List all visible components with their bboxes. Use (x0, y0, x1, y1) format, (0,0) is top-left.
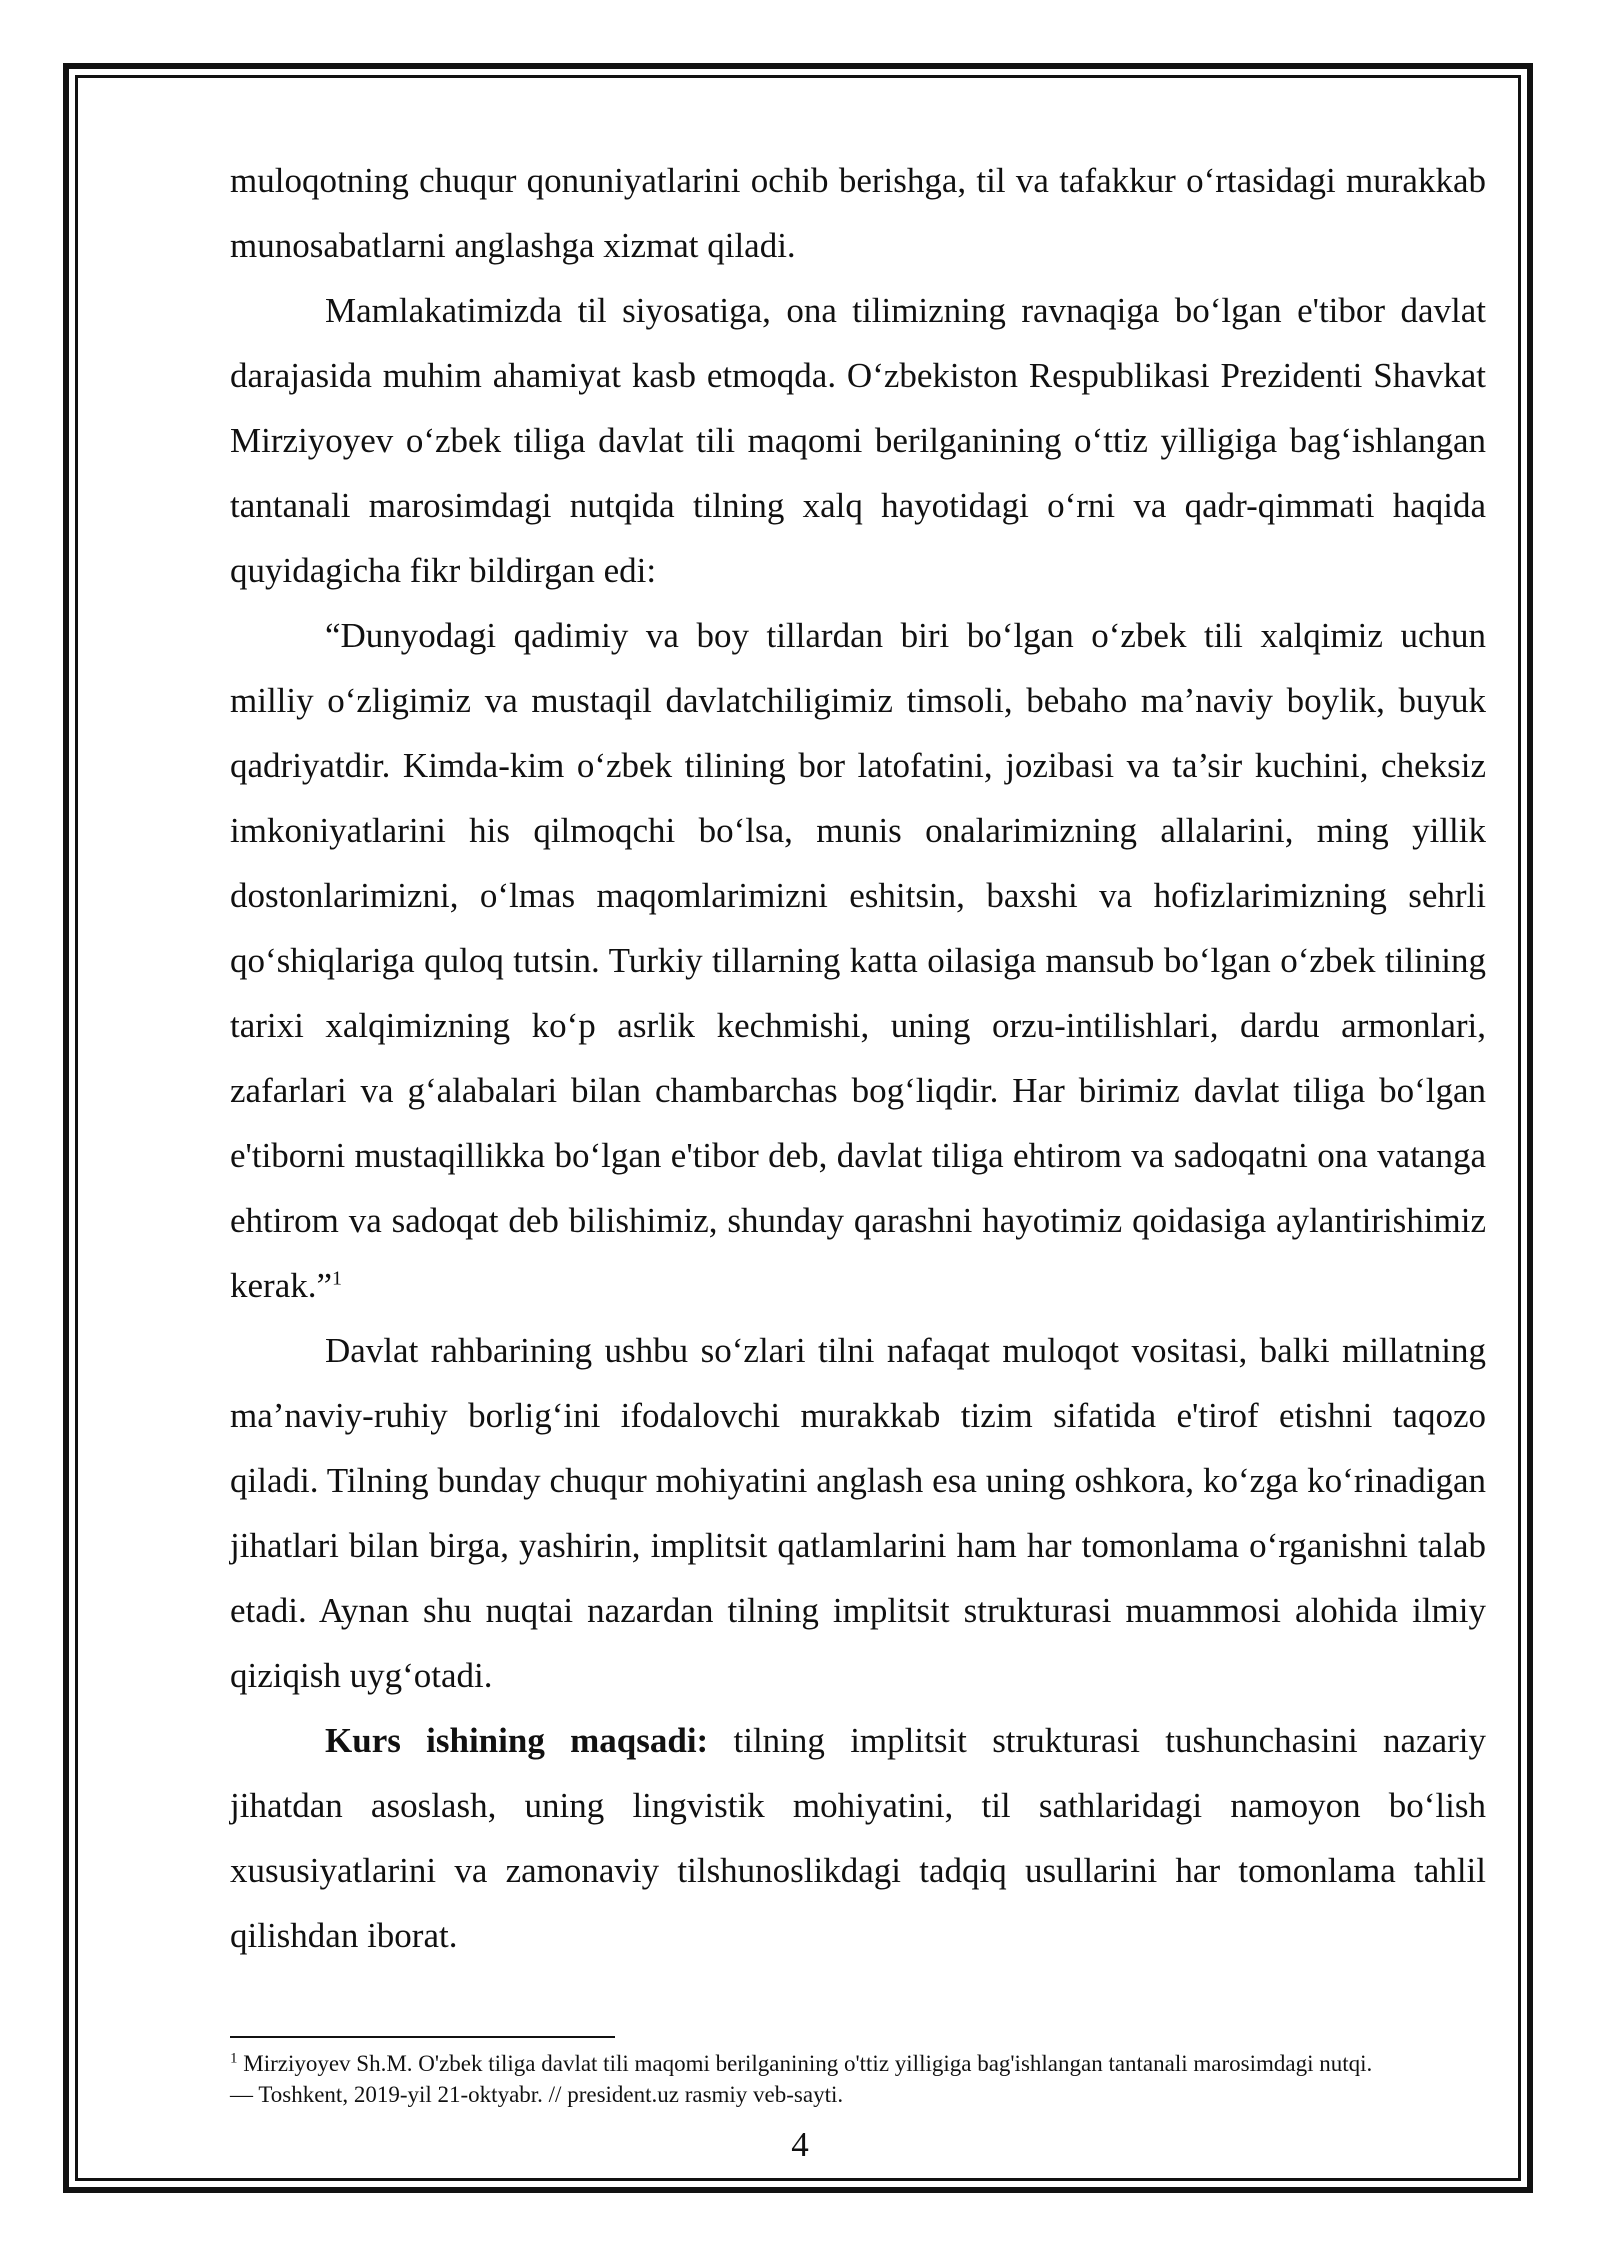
paragraph-4 (230, 1318, 1486, 1708)
footnote-separator (230, 2036, 615, 2038)
body-text (230, 148, 1486, 1968)
paragraph-5-text: tilning implitsit strukturasi tushunchasini nazariy jihatdan asoslash, uning lingvistik mohiyatini, til sathlaridagi namoyon bo‘lish xususiyatlarini va zamonaviy tilshunoslikdagi tadqiq usullarini har tomonlama tahlil qilishdan iborat. (230, 1721, 1487, 1955)
paragraph-4-text: Davlat rahbarining ushbu so‘zlari tilni nafaqat muloqot vositasi, balki millatning ma’naviy-ruhiy borlig‘ini ifodalovchi murakkab tizim sifatida e'tirof etishni taqozo qiladi. Tilning bunday chuqur mohiyatini anglash esa uning oshkora, ko‘zga ko‘rinadigan jihatlari bilan birga, yashirin, implitsit qatlamlarini ham har tomonlama o‘rganishni talab etadi. Aynan shu nuqtai nazardan tilning implitsit strukturasi muammosi alohida ilmiy qiziqish uyg‘otadi. (230, 1331, 1486, 1695)
page-number: 4 (791, 2125, 809, 2164)
paragraph-5 (230, 1708, 1486, 1968)
footnote (230, 2048, 1390, 2110)
paragraph-1 (230, 148, 1486, 278)
paragraph-2 (230, 278, 1486, 603)
paragraph-5-bold-lead: Kurs ishining maqsadi: (325, 1721, 709, 1760)
paragraph-3-text: “Dunyodagi qadimiy va boy tillardan biri bo‘lgan o‘zbek tili xalqimiz uchun milliy o‘zligimiz va mustaqil davlatchiligimiz timsoli, bebaho ma’naviy boylik, buyuk qadriyatdir. Kimda-kim o‘zbek tilining bor latofatini, jozibasi va ta’sir kuchini, cheksiz imkoniyatlarini his qilmoqchi bo‘lsa, munis onalarimizning allalarini, ming yillik dostonlarimizni, o‘lmas maqomlarimizni eshitsin, baxshi va hofizlarimizning sehrli qo‘shiqlariga quloq tutsin. Turkiy tillarning katta oilasiga mansub bo‘lgan o‘zbek tilining tarixi xalqimizning ko‘p asrlik kechmishi, uning orzu-intilishlari, dardu armonlari, zafarlari va g‘alabalari bilan chambarchas bog‘liqdir. Har birimiz davlat tiliga bo‘lgan e'tiborni mustaqillikka bo‘lgan e'tibor deb, davlat tiliga ehtirom va sadoqatni ona vatanga ehtirom va sadoqat deb bilishimiz, shunday qarashni hayotimiz qoidasiga aylantirishimiz kerak.” (230, 616, 1486, 1305)
paragraph-1-text: muloqotning chuqur qonuniyatlarini ochib berishga, til va tafakkur o‘rtasidagi murakkab munosabatlarni anglashga xizmat qiladi. (230, 161, 1486, 265)
footnote-marker: 1 (230, 2050, 238, 2067)
paragraph-3-quote (230, 603, 1486, 1318)
footnote-reference[interactable]: 1 (332, 1267, 343, 1290)
footnote-text: Mirziyoyev Sh.M. O'zbek tiliga davlat tili maqomi berilganining o'ttiz yilligiga bag'ishlangan tantanali marosimdagi nutqi. — Toshkent, 2019-yil 21-oktyabr. // president.uz rasmiy veb-sayti. (230, 2051, 1373, 2107)
paragraph-2-text: Mamlakatimizda til siyosatiga, ona tilimizning ravnaqiga bo‘lgan e'tibor davlat darajasida muhim ahamiyat kasb etmoqda. O‘zbekiston Respublikasi Prezidenti Shavkat Mirziyoyev o‘zbek tiliga davlat tili maqomi berilganining o‘ttiz yilligiga bag‘ishlangan tantanali marosimdagi nutqida tilning xalq hayotidagi o‘rni va qadr-qimmati haqida quyidagicha fikr bildirgan edi: (230, 291, 1486, 590)
